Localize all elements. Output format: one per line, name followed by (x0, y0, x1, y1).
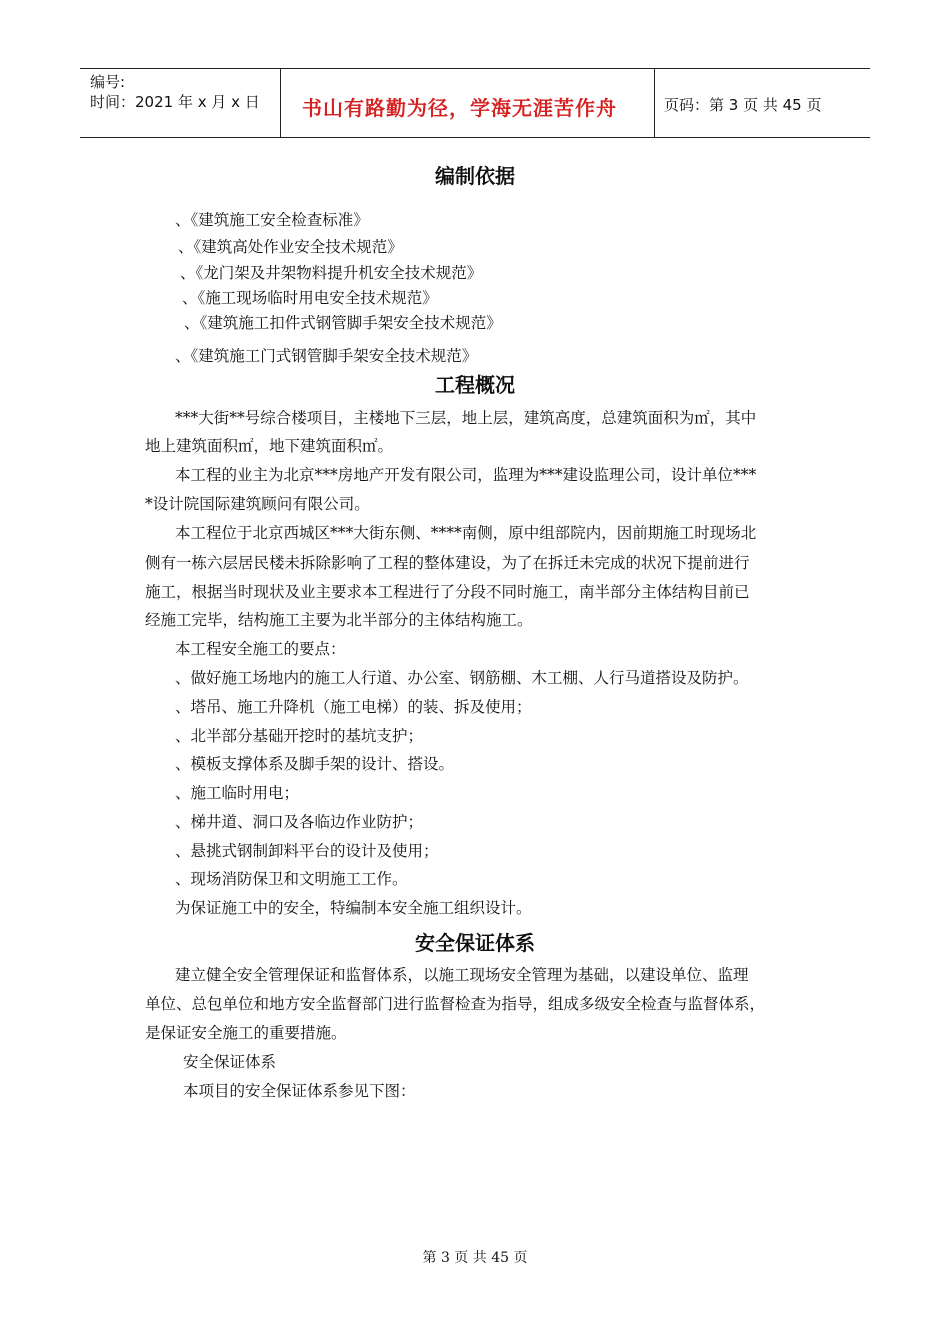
paragraph-line: 单位、总包单位和地方安全监督部门进行监督检查为指导，组成多级安全检查与监督体系， (145, 995, 766, 1013)
subsection-title: 安全保证体系 (183, 1053, 277, 1071)
list-item: 、做好施工场地内的施工人行道、办公室、钢筋棚、木工棚、人行马道搭设及防护。 (175, 669, 749, 687)
header-table (80, 68, 870, 138)
list-item: 、现场消防保卫和文明施工工作。 (175, 870, 408, 888)
paragraph-line: 为保证施工中的安全，特编制本安全施工组织设计。 (175, 899, 532, 917)
paragraph-line: 地上建筑面积㎡，地下建筑面积㎡。 (145, 437, 394, 455)
paragraph-line: 是保证安全施工的重要措施。 (145, 1024, 347, 1042)
list-item: 、《建筑高处作业安全技术规范》 (178, 238, 403, 256)
list-item: 、悬挑式钢制卸料平台的设计及使用； (175, 842, 439, 860)
paragraph-line: 本项目的安全保证体系参见下图： (183, 1082, 416, 1100)
paragraph-line: *设计院国际建筑顾问有限公司。 (145, 495, 370, 513)
paragraph-line: 经施工完毕，结构施工主要为北半部分的主体结构施工。 (145, 611, 533, 629)
list-item: 、《建筑施工扣件式钢管脚手架安全技术规范》 (184, 314, 502, 332)
paragraph-line: 本工程安全施工的要点： (175, 640, 346, 658)
page-footer: 第 3 页 共 45 页 (422, 1250, 528, 1266)
list-item: 、塔吊、施工升降机（施工电梯）的装、拆及使用； (175, 698, 532, 716)
paragraph-line: 本工程的业主为北京***房地产开发有限公司，监理为***建设监理公司，设计单位*** (175, 466, 757, 484)
paragraph-line: ***大街**号综合楼项目，主楼地下三层，地上层，建筑高度，总建筑面积为㎡，其中 (175, 409, 757, 427)
section-title-overview: 工程概况 (435, 373, 515, 397)
header-page-label: 页码：第 3 页 共 45 页 (664, 96, 822, 114)
header-divider (280, 69, 281, 137)
section-title-basis: 编制依据 (435, 164, 515, 188)
header-date-label: 时间：2021 年 x 月 x 日 (90, 93, 260, 111)
header-code-label: 编号: (90, 73, 126, 91)
paragraph-line: 施工，根据当时现状及业主要求本工程进行了分段不同时施工，南半部分主体结构目前已 (145, 583, 750, 601)
list-item: 、《龙门架及井架物料提升机安全技术规范》 (180, 264, 483, 282)
paragraph-line: 侧有一栋六层居民楼未拆除影响了工程的整体建设，为了在拆迁未完成的状况下提前进行 (145, 554, 750, 572)
list-item: 、施工临时用电； (175, 784, 300, 802)
list-item: 、北半部分基础开挖时的基坑支护； (175, 727, 424, 745)
list-item: 、《建筑施工门式钢管脚手架安全技术规范》 (175, 347, 478, 365)
section-title-safety-system: 安全保证体系 (415, 931, 535, 955)
header-motto: 书山有路勤为径，学海无涯苦作舟 (302, 96, 617, 120)
list-item: 、《施工现场临时用电安全技术规范》 (182, 289, 438, 307)
list-item: 、梯井道、洞口及各临边作业防护； (175, 813, 424, 831)
header-divider (654, 69, 655, 137)
paragraph-line: 建立健全安全管理保证和监督体系，以施工现场安全管理为基础，以建设单位、监理 (175, 966, 749, 984)
paragraph-line: 本工程位于北京西城区***大街东侧、****南侧，原中组部院内，因前期施工时现场北 (175, 524, 757, 542)
list-item: 、模板支撑体系及脚手架的设计、搭设。 (175, 755, 455, 773)
list-item: 、《建筑施工安全检查标准》 (175, 211, 369, 229)
